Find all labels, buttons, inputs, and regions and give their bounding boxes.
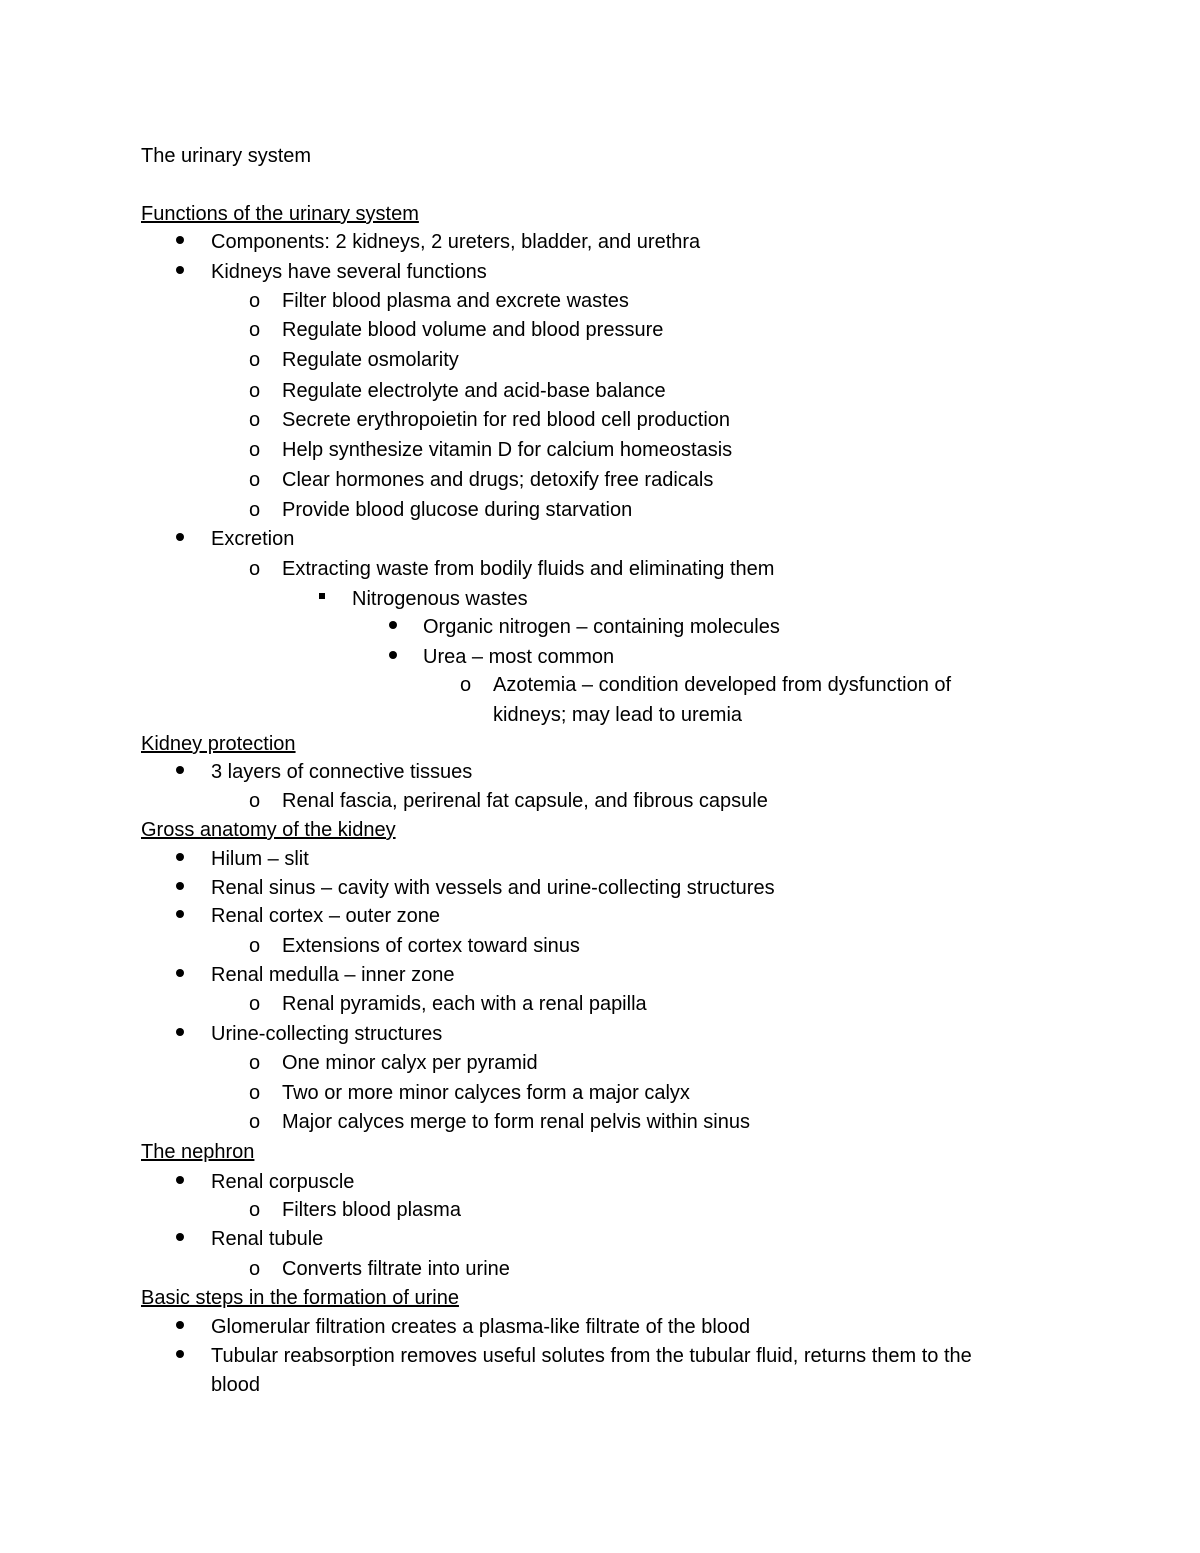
list-item-continuation: blood (211, 1374, 260, 1396)
list-item: Azotemia – condition developed from dysfunction of (493, 674, 952, 696)
circle-bullet-icon: o (249, 290, 261, 312)
circle-bullet-icon: o (249, 1111, 261, 1133)
list-item: Two or more minor calyces form a major calyx (282, 1082, 690, 1104)
circle-bullet-icon: o (249, 1258, 261, 1280)
circle-bullet-icon: o (249, 319, 261, 341)
list-item: Provide blood glucose during starvation (282, 499, 633, 521)
list-item: Glomerular filtration creates a plasma-like filtrate of the blood (211, 1316, 751, 1338)
list-item: Urea – most common (423, 646, 615, 668)
circle-bullet-icon: o (249, 409, 261, 431)
list-item: Renal pyramids, each with a renal papilla (282, 993, 647, 1015)
section-heading-nephron: The nephron (141, 1141, 255, 1163)
circle-bullet-icon: o (249, 993, 261, 1015)
list-item: Organic nitrogen – containing molecules (423, 616, 780, 638)
circle-bullet-icon: o (249, 1199, 261, 1221)
circle-bullet-icon: o (249, 469, 261, 491)
section-heading-steps: Basic steps in the formation of urine (141, 1287, 459, 1309)
list-item: Regulate blood volume and blood pressure (282, 319, 664, 341)
circle-bullet-icon: o (249, 439, 261, 461)
list-item: Regulate osmolarity (282, 349, 459, 371)
section-heading-functions: Functions of the urinary system (141, 203, 419, 225)
list-item: Converts filtrate into urine (282, 1258, 510, 1280)
list-item: Renal corpuscle (211, 1171, 355, 1193)
bullet-icon (176, 1233, 184, 1241)
list-item: Secrete erythropoietin for red blood cell production (282, 409, 731, 431)
section-heading-protection: Kidney protection (141, 733, 296, 755)
list-item: Renal tubule (211, 1228, 324, 1250)
circle-bullet-icon: o (249, 349, 261, 371)
bullet-icon (176, 533, 184, 541)
bullet-icon (389, 651, 397, 659)
circle-bullet-icon: o (249, 499, 261, 521)
list-item: 3 layers of connective tissues (211, 761, 473, 783)
list-item: Hilum – slit (211, 848, 309, 870)
list-item: Regulate electrolyte and acid-base balance (282, 380, 666, 402)
list-item: Extracting waste from bodily fluids and eliminating them (282, 558, 775, 580)
bullet-icon (176, 1350, 184, 1358)
list-item: Renal medulla – inner zone (211, 964, 455, 986)
list-item: Filter blood plasma and excrete wastes (282, 290, 629, 312)
list-item: Tubular reabsorption removes useful solutes from the tubular fluid, returns them to the (211, 1345, 972, 1367)
list-item-continuation: kidneys; may lead to uremia (493, 704, 743, 726)
bullet-icon (176, 266, 184, 274)
list-item: Urine-collecting structures (211, 1023, 443, 1045)
list-item: Renal cortex – outer zone (211, 905, 441, 927)
circle-bullet-icon: o (249, 558, 261, 580)
bullet-icon (176, 969, 184, 977)
list-item: One minor calyx per pyramid (282, 1052, 538, 1074)
bullet-icon (176, 910, 184, 918)
bullet-icon (176, 882, 184, 890)
list-item: Clear hormones and drugs; detoxify free radicals (282, 469, 714, 491)
bullet-icon (176, 766, 184, 774)
bullet-icon (176, 1028, 184, 1036)
list-item: Renal fascia, perirenal fat capsule, and fibrous capsule (282, 790, 768, 812)
list-item: Nitrogenous wastes (352, 588, 528, 610)
list-item: Extensions of cortex toward sinus (282, 935, 580, 957)
list-item: Filters blood plasma (282, 1199, 461, 1221)
bullet-icon (176, 1176, 184, 1184)
list-item: Help synthesize vitamin D for calcium homeostasis (282, 439, 733, 461)
bullet-icon (176, 236, 184, 244)
circle-bullet-icon: o (460, 674, 472, 696)
list-item: Kidneys have several functions (211, 261, 487, 283)
list-item: Renal sinus – cavity with vessels and urine-collecting structures (211, 877, 775, 899)
section-heading-gross-anatomy: Gross anatomy of the kidney (141, 819, 396, 841)
list-item: Excretion (211, 528, 295, 550)
circle-bullet-icon: o (249, 935, 261, 957)
bullet-icon (389, 621, 397, 629)
circle-bullet-icon: o (249, 1082, 261, 1104)
circle-bullet-icon: o (249, 790, 261, 812)
document-title: The urinary system (141, 145, 312, 167)
bullet-icon (176, 853, 184, 861)
bullet-icon (176, 1321, 184, 1329)
circle-bullet-icon: o (249, 380, 261, 402)
list-item: Components: 2 kidneys, 2 ureters, bladder, and urethra (211, 231, 701, 253)
circle-bullet-icon: o (249, 1052, 261, 1074)
square-bullet-icon (319, 593, 325, 599)
list-item: Major calyces merge to form renal pelvis within sinus (282, 1111, 750, 1133)
